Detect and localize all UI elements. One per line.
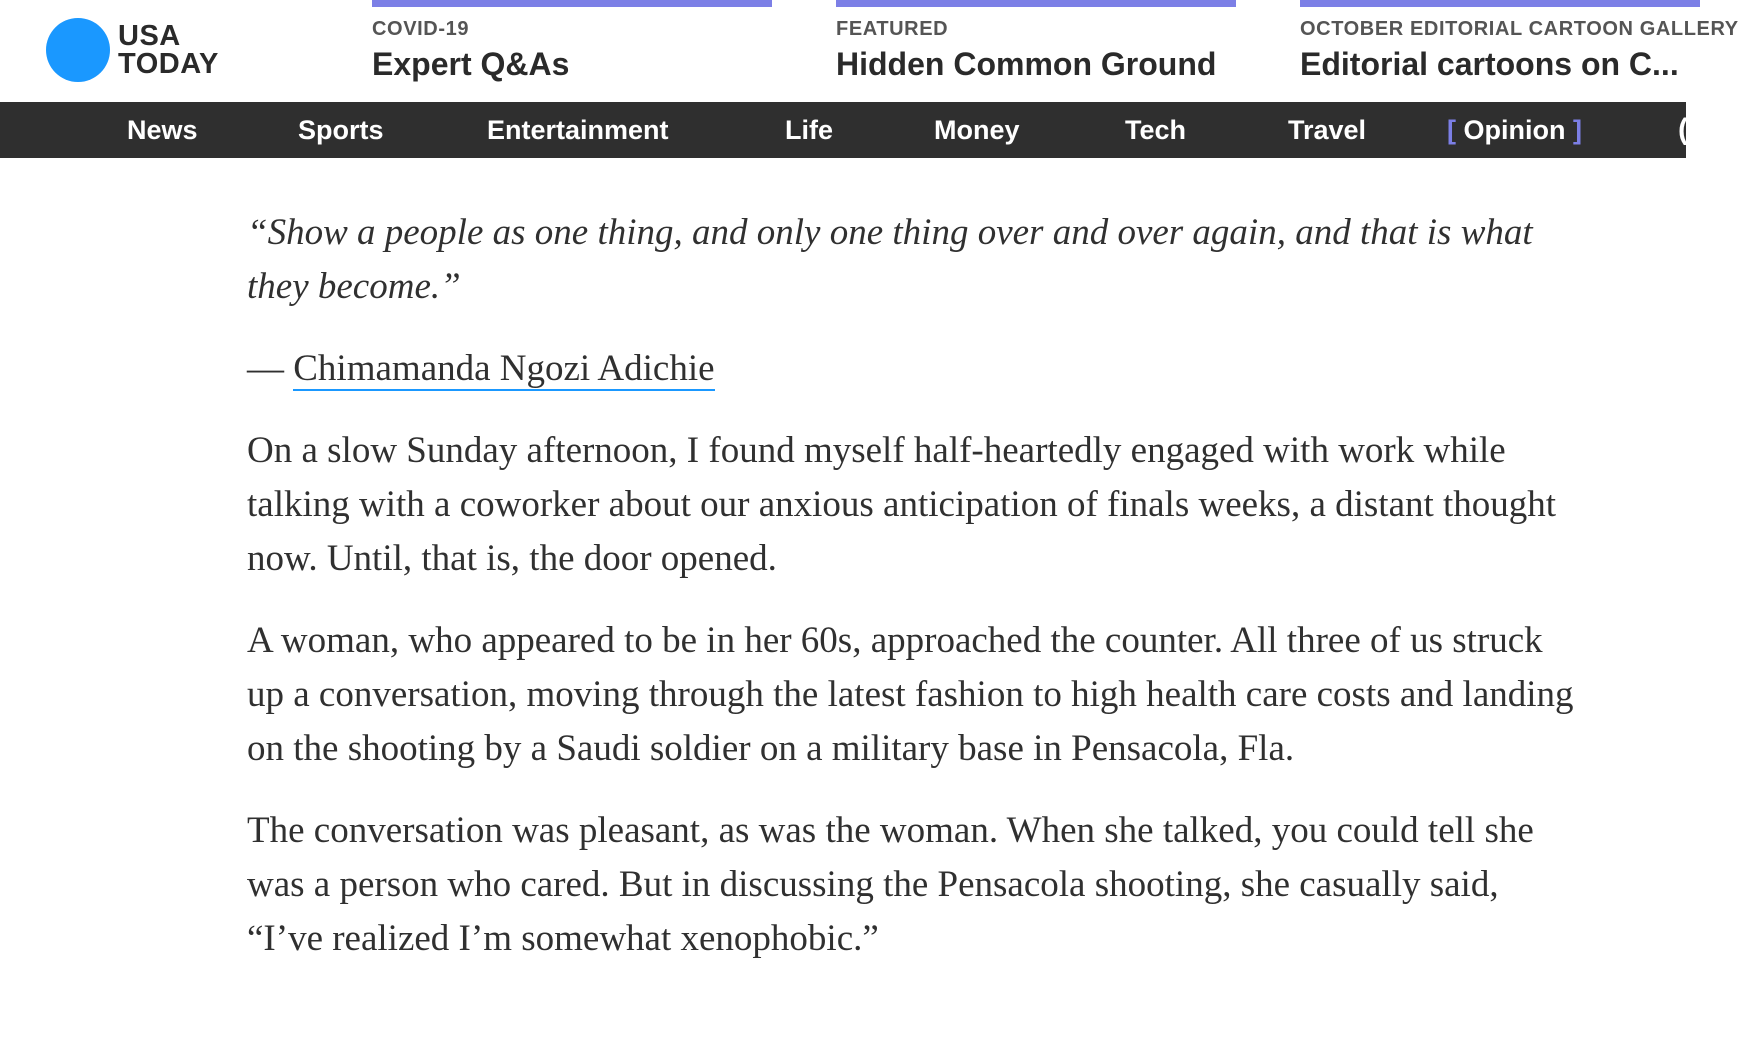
attribution-author-link[interactable]: Chimamanda Ngozi Adichie — [293, 348, 715, 389]
nav-item-label: Opinion — [1463, 115, 1566, 145]
promo-editorial-cartoons[interactable] — [1300, 0, 1739, 100]
nav-item-money[interactable]: Money — [934, 115, 1020, 145]
promo-kicker: FEATURED — [836, 18, 949, 40]
promo-accent-bar — [836, 0, 1236, 7]
nav-item-entertainment[interactable]: Entertainment — [487, 115, 669, 145]
nav-item-travel[interactable]: Travel — [1288, 115, 1367, 145]
logo-dot-icon — [46, 18, 110, 82]
nav-item-news[interactable]: News — [127, 115, 198, 145]
promo-kicker: COVID-19 — [372, 18, 470, 40]
article-paragraph: On a slow Sunday afternoon, I found myself half-heartedly engaged with work while talking with a coworker about our anxious anticipation of finals weeks, a distant thought now. Until, that is, the door opened. — [247, 430, 1557, 579]
logo-wordmark — [118, 22, 219, 78]
attribution-dash: — — [247, 348, 294, 389]
article-paragraph: The conversation was pleasant, as was the woman. When she talked, you could tell she was a person who cared. But in discussing the Pensacola shooting, she casually said, “I’ve realized I’m somewhat xenophobic.” — [247, 810, 1534, 959]
promo-covid[interactable] — [372, 0, 772, 100]
logo-line-2: TODAY — [118, 48, 219, 80]
nav-item-life[interactable]: Life — [785, 115, 834, 145]
promo-featured[interactable] — [836, 0, 1236, 100]
epigraph-quote: “Show a people as one thing, and only one thing over and over again, and that is what they become.” — [247, 212, 1533, 307]
article-body — [247, 206, 1577, 966]
promo-accent-bar — [372, 0, 772, 7]
promo-title: Editorial cartoons on C... — [1300, 46, 1679, 82]
top-promo-bar — [0, 0, 1739, 102]
nav-overflow-icon[interactable]: ( — [1678, 113, 1688, 146]
article-paragraph: A woman, who appeared to be in her 60s, approached the counter. All three of us struck up a conversation, moving through the latest fashion to high health care costs and landing on the shooting by a Saudi soldier on a military base in Pensacola, Fla. — [247, 620, 1574, 769]
nav-item-tech[interactable]: Tech — [1125, 115, 1187, 145]
nav-item-opinion[interactable] — [1447, 102, 1582, 158]
nav-item-sports[interactable]: Sports — [298, 115, 384, 145]
active-bracket-left: [ — [1447, 115, 1456, 145]
active-bracket-right: ] — [1573, 115, 1583, 145]
usa-today-logo[interactable] — [46, 18, 219, 82]
promo-title: Expert Q&As — [372, 46, 570, 82]
epigraph-attribution — [247, 342, 1577, 396]
main-nav — [0, 102, 1686, 158]
promo-accent-bar — [1300, 0, 1700, 7]
logo-line-1: USA — [118, 20, 181, 52]
promo-title: Hidden Common Ground — [836, 46, 1217, 82]
promo-kicker: OCTOBER EDITORIAL CARTOON GALLERY — [1300, 18, 1739, 40]
